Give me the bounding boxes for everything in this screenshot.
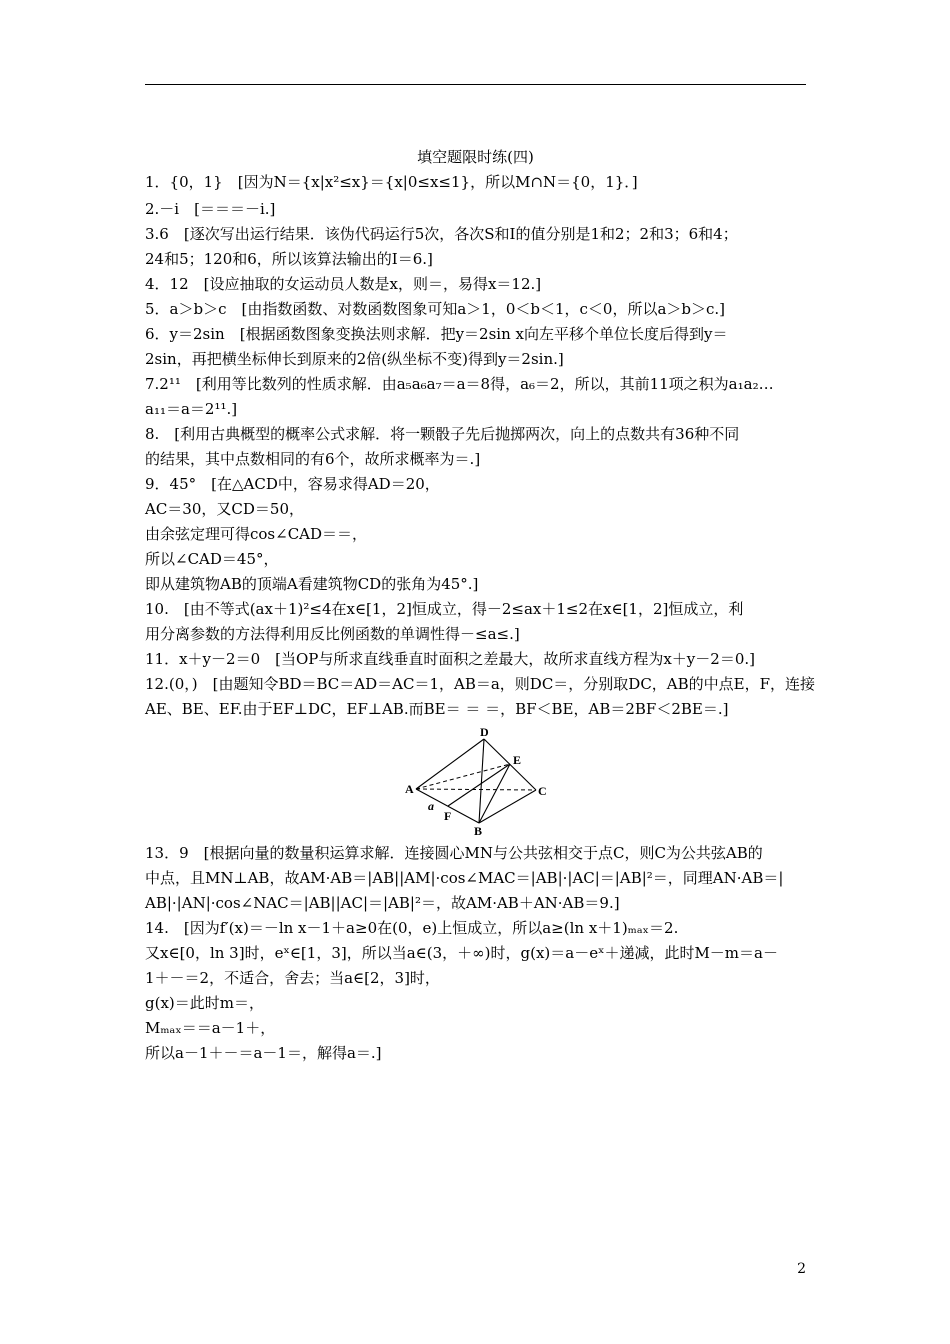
answer-line: 9．45° [在△ACD中，容易求得AD＝20， bbox=[145, 475, 440, 493]
label-c: C bbox=[538, 784, 547, 798]
answer-line: 的结果，其中点数相同的有6个，故所求概率为＝.] bbox=[145, 450, 481, 468]
answer-line: 3.6 [逐次写出运行结果．该伪代码运行5次，各次S和I的值分别是1和2；2和3；6和4； bbox=[145, 225, 738, 243]
answer-line: 1．{0，1} [因为N＝{x|x²≤x}＝{x|0≤x≤1}，所以M∩N＝{0，1}．] bbox=[145, 173, 638, 191]
answer-line: 10. [由不等式(ax＋1)²≤4在x∈[1，2]恒成立，得－2≤ax＋1≤2在x∈[1，2]恒成立，利 bbox=[145, 600, 744, 618]
answer-line: 中点，且MN⊥AB，故AM·AB＝|AB||AM|·cos∠MAC＝|AB|·|AC|＝|AB|²＝，同理AN·AB＝| bbox=[145, 869, 784, 887]
answer-line: 用分离参数的方法得利用反比例函数的单调性得－≤a≤.] bbox=[145, 625, 520, 643]
answer-line: 24和5；120和6，所以该算法输出的I＝6.] bbox=[145, 250, 433, 268]
answer-line: 2sin，再把横坐标伸长到原来的2倍(纵坐标不变)得到y＝2sin.] bbox=[145, 350, 564, 368]
answer-line: 4．12 [设应抽取的女运动员人数是x，则＝，易得x＝12.] bbox=[145, 275, 542, 293]
answer-line: AC＝30，又CD＝50， bbox=[145, 500, 304, 518]
answer-line: 即从建筑物AB的顶端A看建筑物CD的张角为45°.] bbox=[145, 575, 479, 593]
answer-line: 11．x＋y－2＝0 [当OP与所求直线垂直时面积之差最大，故所求直线方程为x＋y－2＝0.] bbox=[145, 650, 755, 668]
answer-line: 14. [因为f′(x)＝－ln x－1＋a≥0在(0，e)上恒成立，所以a≥(ln x＋1)ₘₐₓ＝2. bbox=[145, 919, 679, 937]
header-rule bbox=[145, 84, 806, 85]
answer-line: 2.－i [＝＝＝－i.] bbox=[145, 200, 276, 218]
label-b: B bbox=[474, 824, 483, 838]
answer-line: AE、BE、EF.由于EF⊥DC，EF⊥AB.而BE＝ ＝ ＝，BF＜BE，AB＝2BF＜2BE＝.] bbox=[145, 700, 729, 718]
page-number: 2 bbox=[797, 1261, 806, 1277]
answer-line: 所以∠CAD＝45°， bbox=[145, 550, 279, 568]
answer-line: 8. [利用古典概型的概率公式求解．将一颗骰子先后抛掷两次，向上的点数共有36种不同 bbox=[145, 425, 740, 443]
label-a: A bbox=[405, 782, 414, 796]
edge-ad bbox=[416, 739, 484, 789]
answer-line: 1＋－＝2，不适合，舍去；当a∈[2，3]时， bbox=[145, 969, 440, 987]
answer-line: 7.2¹¹ [利用等比数列的性质求解．由a₅a₆a₇＝a＝8得，a₆＝2，所以，其前11项之积为a₁a₂… bbox=[145, 375, 774, 393]
segment-ae-hidden bbox=[416, 764, 510, 789]
edge-ac-hidden bbox=[416, 789, 536, 790]
answer-line: Mₘₐₓ＝＝a－1＋， bbox=[145, 1019, 276, 1037]
answer-line: 6．y＝2sin [根据函数图象变换法则求解．把y＝2sin x向左平移个单位长度后得到y＝ bbox=[145, 325, 728, 343]
answer-line: AB|·|AN|·cos∠NAC＝|AB||AC|＝|AB|²＝，故AM·AB＋AN·AB＝9.] bbox=[145, 894, 620, 912]
tetrahedron-figure bbox=[396, 726, 556, 838]
answer-line: 12.(0，) [由题知令BD＝BC＝AD＝AC＝1，AB＝a，则DC＝，分别取DC，AB的中点E，F，连接 bbox=[145, 675, 816, 693]
answer-line: a₁₁＝a＝2¹¹.] bbox=[145, 400, 238, 418]
answer-line: 由余弦定理可得cos∠CAD＝＝， bbox=[145, 525, 368, 543]
answer-line: g(x)＝此时m＝， bbox=[145, 994, 264, 1012]
answer-line: 所以a－1＋－＝a－1＝，解得a＝.] bbox=[145, 1044, 382, 1062]
label-f: F bbox=[444, 809, 452, 823]
label-e: E bbox=[513, 753, 522, 767]
edge-db bbox=[479, 739, 484, 823]
answer-line: 5．a＞b＞c [由指数函数、对数函数图象可知a＞1，0＜b＜1，c＜0，所以a＞b＞c.] bbox=[145, 300, 726, 318]
label-edge-a: a bbox=[428, 799, 434, 813]
label-d: D bbox=[480, 726, 489, 739]
segment-ef bbox=[448, 764, 510, 806]
answer-line: 13．9 [根据向量的数量积运算求解．连接圆心MN与公共弦相交于点C，则C为公共弦AB的 bbox=[145, 844, 763, 862]
answer-line: 又x∈[0，ln 3]时，eˣ∈[1，3]，所以当a∈(3，＋∞)时，g(x)＝a－eˣ＋递减，此时M－m＝a－ bbox=[145, 944, 778, 962]
page-title: 填空题限时练(四) bbox=[417, 148, 534, 166]
